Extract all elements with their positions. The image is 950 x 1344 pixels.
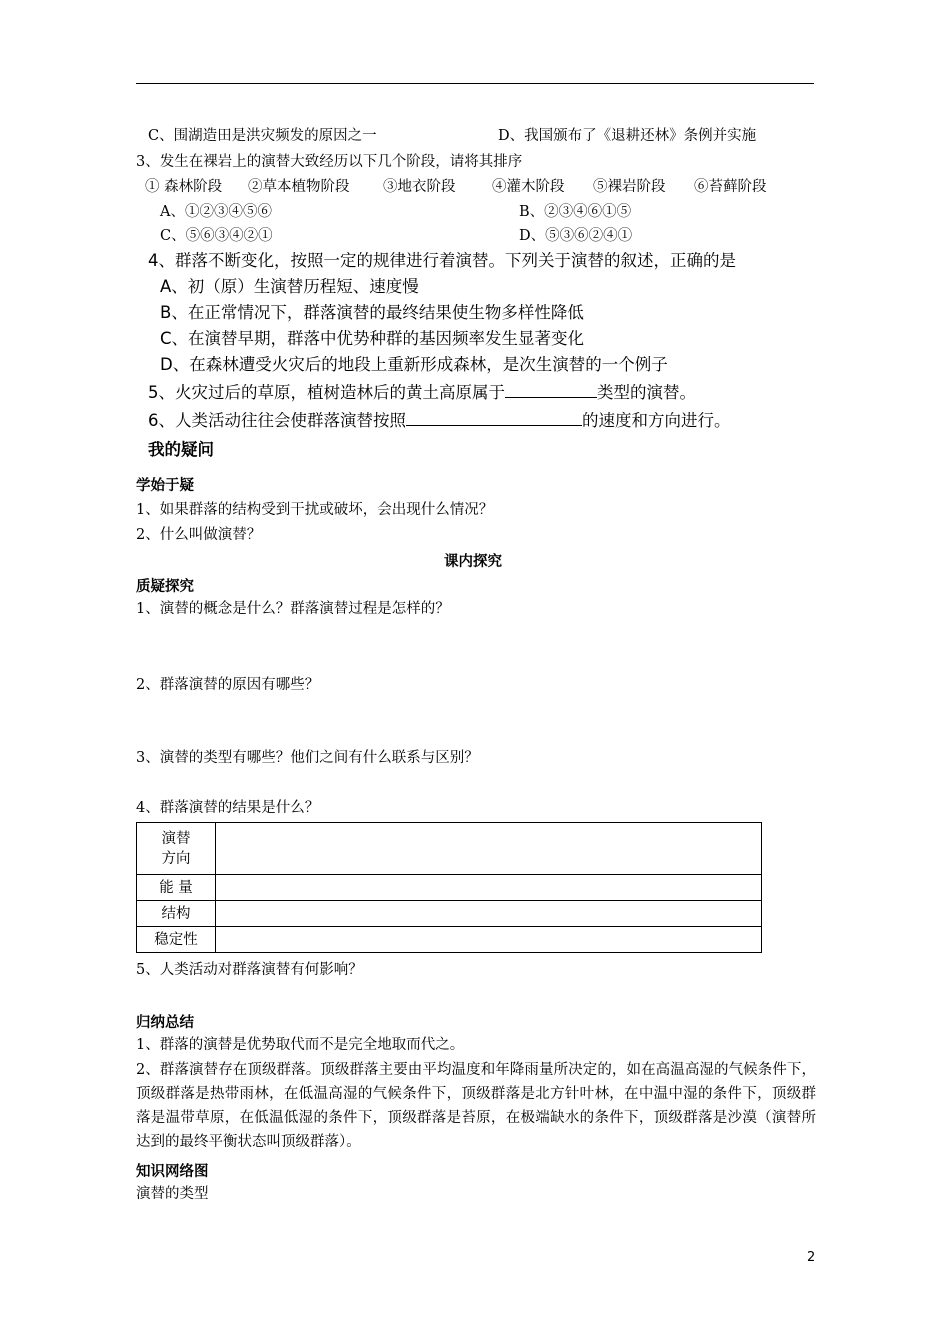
table-row xyxy=(137,823,762,875)
row-label: 稳定性 xyxy=(137,927,216,953)
q4-option-b: B、在正常情况下，群落演替的最终结果使生物多样性降低 xyxy=(160,303,584,322)
q2-option-c: C、围湖造田是洪灾频发的原因之一 xyxy=(148,128,377,144)
q6-after: 的速度和方向进行。 xyxy=(582,411,731,430)
knowledge-map-sub: 演替的类型 xyxy=(136,1186,209,1202)
answer-cell[interactable] xyxy=(216,875,762,901)
q3-stage-3: ③地衣阶段 xyxy=(383,179,456,195)
q3-stage-5: ⑤裸岩阶段 xyxy=(593,179,666,195)
q4-stem: 4、群落不断变化，按照一定的规律进行着演替。下列关于演替的叙述，正确的是 xyxy=(148,251,736,270)
inquiry-q2: 2、群落演替的原因有哪些？ xyxy=(136,677,320,693)
table-row xyxy=(137,901,762,927)
q6-line xyxy=(148,410,731,432)
row-label: 能 量 xyxy=(137,875,216,901)
inquiry-q4: 4、群落演替的结果是什么？ xyxy=(136,800,320,816)
my-questions-heading: 我的疑问 xyxy=(148,440,214,459)
answer-cell[interactable] xyxy=(216,927,762,953)
q3-stage-4: ④灌木阶段 xyxy=(492,179,565,195)
table-row xyxy=(137,927,762,953)
learn-heading: 学始于疑 xyxy=(136,478,194,494)
learn-item-2: 2、什么叫做演替？ xyxy=(136,527,262,543)
q3-option-b: B、②③④⑥①⑤ xyxy=(519,204,632,220)
row-label: 结构 xyxy=(137,901,216,927)
succession-result-table xyxy=(136,822,762,953)
summary-p2: 2、群落演替存在顶级群落。顶级群落主要由平均温度和年降雨量所决定的，如在高温高湿的气候条件下，顶级群落是热带雨林，在低温高湿的气候条件下，顶级群落是北方针叶林，在中温中湿的条件下，顶级群落是温带草原，在低温低湿的条件下，顶级群落是苔原，在极端缺水的条件下，顶级群落是沙漠（演替所达到的最终平衡状态叫顶级群落）。 xyxy=(136,1062,816,1150)
q2-option-d: D、我国颁布了《退耕还林》条例并实施 xyxy=(498,128,757,144)
q5-after: 类型的演替。 xyxy=(597,383,696,402)
learn-item-1: 1、如果群落的结构受到干扰或破坏，会出现什么情况？ xyxy=(136,502,494,518)
q5-line xyxy=(148,382,696,404)
q5-before: 5、火灾过后的草原，植树造林后的黄土高原属于 xyxy=(148,383,505,402)
q3-option-a: A、①②③④⑤⑥ xyxy=(160,204,272,220)
answer-cell[interactable] xyxy=(216,901,762,927)
q3-option-c: C、⑤⑥③④②① xyxy=(160,228,273,244)
inquiry-q3: 3、演替的类型有哪些？他们之间有什么联系与区别？ xyxy=(136,750,479,766)
q3-stage-6: ⑥苔藓阶段 xyxy=(694,179,767,195)
q4-option-d: D、在森林遭受火灾后的地段上重新形成森林，是次生演替的一个例子 xyxy=(160,355,668,374)
inquiry-heading: 质疑探究 xyxy=(136,579,194,595)
summary-heading: 归纳总结 xyxy=(136,1015,194,1031)
q6-blank[interactable] xyxy=(406,425,582,426)
q3-stage-2: ②草本植物阶段 xyxy=(248,179,350,195)
table-row xyxy=(137,875,762,901)
inquiry-q5: 5、人类活动对群落演替有何影响？ xyxy=(136,962,363,978)
q3-stage-1: ① 森林阶段 xyxy=(145,179,223,195)
header-rule xyxy=(136,83,814,84)
answer-cell[interactable] xyxy=(216,823,762,875)
knowledge-map-heading: 知识网络图 xyxy=(136,1164,209,1180)
q6-before: 6、人类活动往往会使群落演替按照 xyxy=(148,411,406,430)
q5-blank[interactable] xyxy=(505,397,597,398)
row-label: 演替 方向 xyxy=(137,823,216,875)
q4-option-a: A、初（原）生演替历程短、速度慢 xyxy=(160,277,419,296)
q3-stem: 3、发生在裸岩上的演替大致经历以下几个阶段，请将其排序 xyxy=(136,154,523,170)
q4-option-c: C、在演替早期，群落中优势种群的基因频率发生显著变化 xyxy=(160,329,585,348)
summary-p1: 1、群落的演替是优势取代而不是完全地取而代之。 xyxy=(136,1037,465,1053)
q3-option-d: D、⑤③⑥②④① xyxy=(519,228,633,244)
inquiry-q1: 1、演替的概念是什么？群落演替过程是怎样的？ xyxy=(136,601,450,617)
in-class-title: 课内探究 xyxy=(444,554,502,570)
page-number: 2 xyxy=(807,1250,816,1265)
